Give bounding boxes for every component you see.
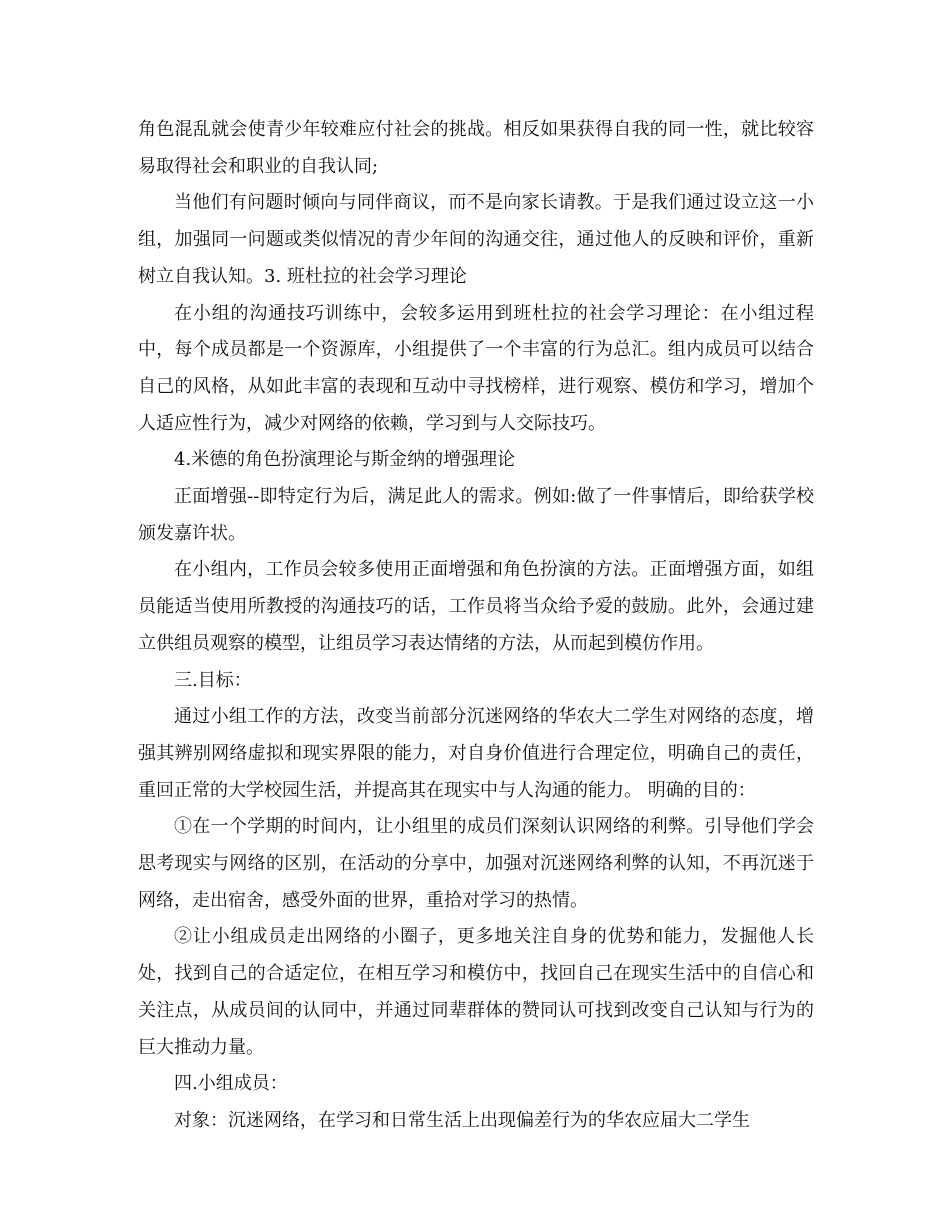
- paragraph-positive-reinforcement: 正面增强--即特定行为后，满足此人的需求。例如:做了一件事情后，即给获学校颁发嘉许状。: [138, 486, 814, 544]
- paragraph-goal-description: 通过小组工作的方法，改变当前部分沉迷网络的华农大二学生对网络的态度，增强其辨别网络虚拟和现实界限的能力，对自身价值进行合理定位，明确自己的责任，重回正常的大学校园生活，并提高其在现实中与人沟通的能力。 明确的目的：: [138, 706, 814, 801]
- paragraph-identity-confusion: 角色混乱就会使青少年较难应付社会的挑战。相反如果获得自我的同一性，就比较容易取得社会和职业的自我认同;: [138, 119, 814, 177]
- heading-goals: 三.目标：: [174, 669, 252, 691]
- paragraph-goal-item-2: ②让小组成员走出网络的小圈子，更多地关注自身的优势和能力，发掘他人长处，找到自己的合适定位，在相互学习和模仿中，找回自己在现实生活中的自信心和关注点，从成员间的认同中，并通过同辈群体的赞同认可找到改变自己认知与行为的巨大推动力量。: [138, 926, 814, 1058]
- paragraph-group-methods: 在小组内，工作员会较多使用正面增强和角色扮演的方法。正面增强方面，如组员能适当使用所教授的沟通技巧的话，工作员将当众给予爱的鼓励。此外，会通过建立供组员观察的模型，让组员学习表达情绪的方法，从而起到模仿作用。: [138, 559, 814, 654]
- paragraph-goal-item-1: ①在一个学期的时间内，让小组里的成员们深刻认识网络的利弊。引导他们学会思考现实与网络的区别，在活动的分享中，加强对沉迷网络利弊的认知，不再沉迷于网络，走出宿舍，感受外面的世界，重拾对学习的热情。: [138, 816, 814, 911]
- heading-group-members: 四.小组成员：: [174, 1073, 288, 1095]
- paragraph-social-learning-theory: 在小组的沟通技巧训练中，会较多运用到班杜拉的社会学习理论：在小组过程中，每个成员都是一个资源库，小组提供了一个丰富的行为总汇。组内成员可以结合自己的风格，从如此丰富的表现和互动中寻找榜样，进行观察、模仿和学习，增加个人适应性行为，减少对网络的依赖，学习到与人交际技巧。: [138, 302, 814, 434]
- paragraph-peer-consultation: 当他们有问题时倾向与同伴商议，而不是向家长请教。于是我们通过设立这一小组，加强同一问题或类似情况的青少年间的沟通交往，通过他人的反映和评价，重新树立自我认知。3. 班杜拉的社会学习理论: [138, 192, 814, 287]
- document-body: [138, 112, 814, 1140]
- paragraph-target-members: 对象：沉迷网络，在学习和日常生活上出现偏差行为的华农应届大二学生: [174, 1109, 750, 1131]
- heading-role-play-theory: 4.米德的角色扮演理论与斯金纳的增强理论: [174, 449, 516, 471]
